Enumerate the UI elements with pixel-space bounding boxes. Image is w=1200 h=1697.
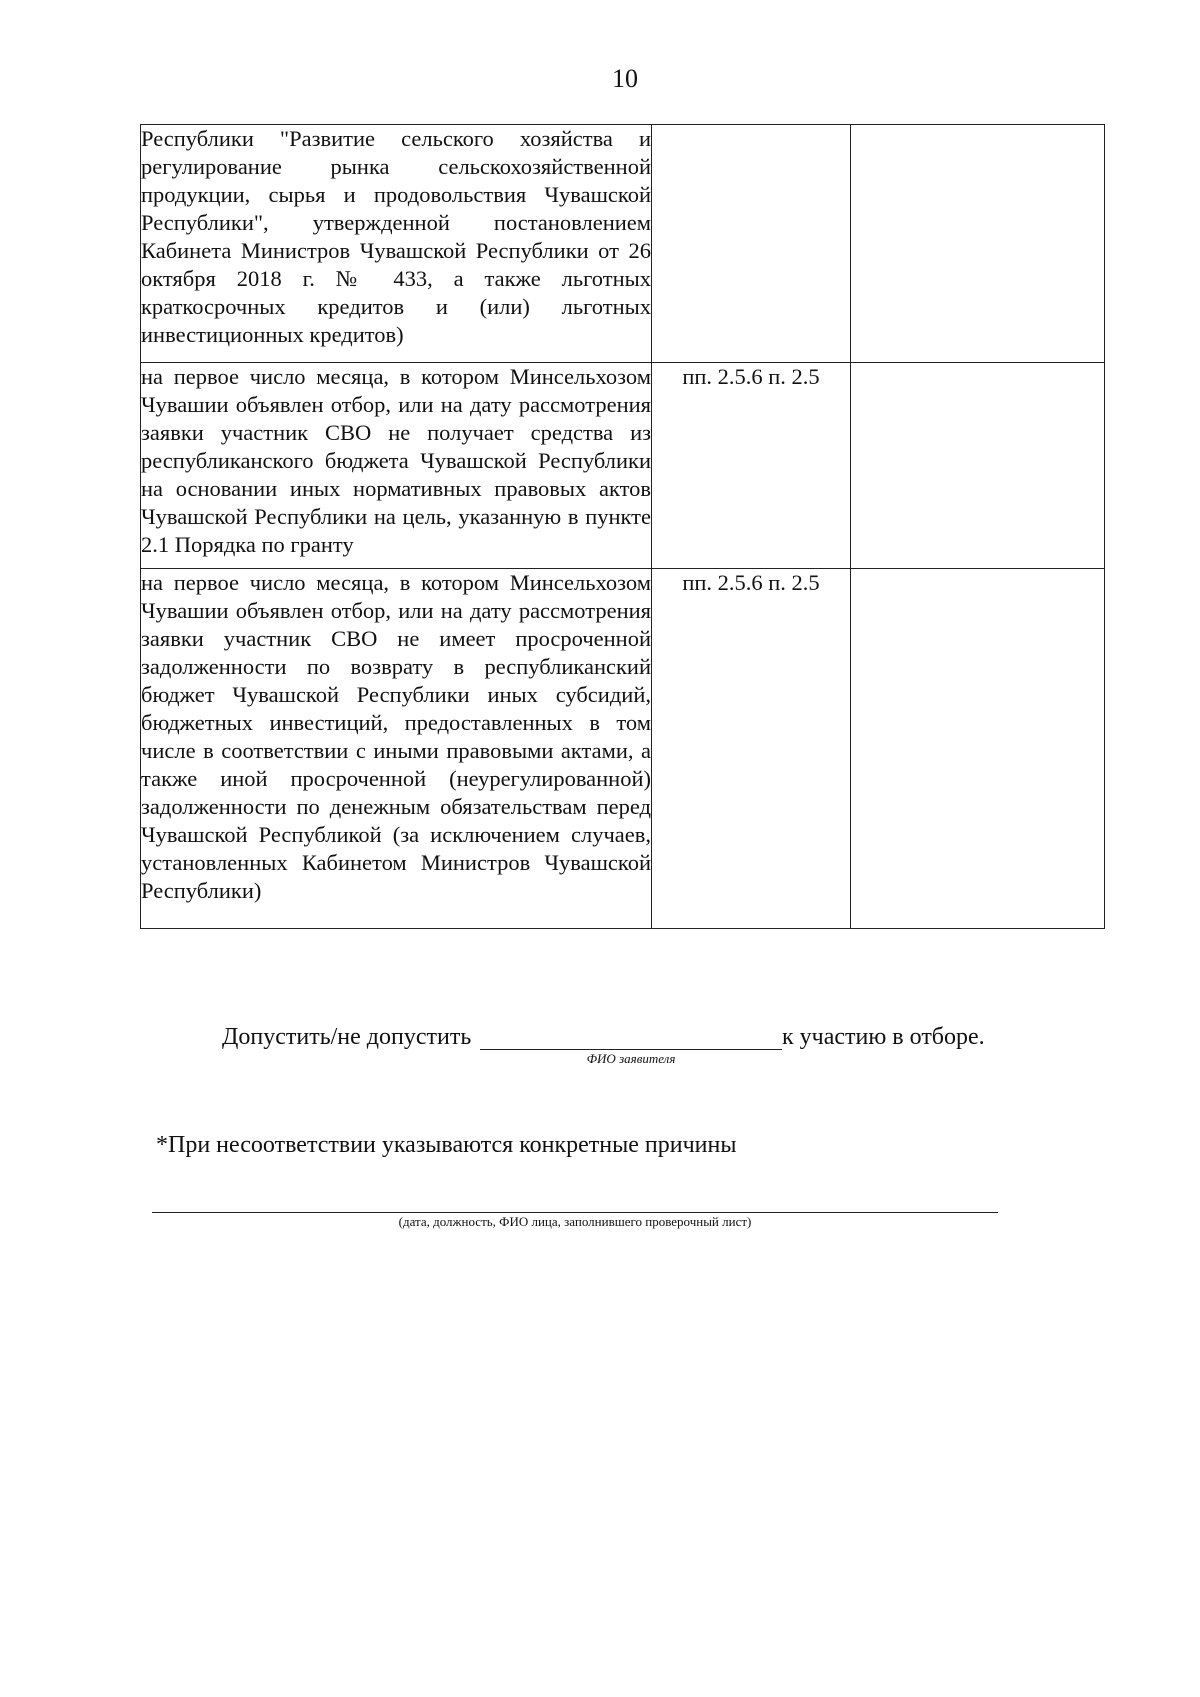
signature-line[interactable] bbox=[152, 1212, 998, 1213]
page-number: 10 bbox=[612, 64, 638, 93]
criterion-cell: на первое число месяца, в котором Минсельхозом Чувашии объявлен отбор, или на дату рассмотрения заявки участник СВО не получает средства из республиканского бюджета Чувашской Республики на основании иных нормативных правовых актов Чувашской Республики на цель, указанную в пункте 2.1 Порядка по гранту bbox=[141, 363, 652, 569]
reference-cell: пп. 2.5.6 п. 2.5 bbox=[652, 363, 851, 569]
reference-cell: пп. 2.5.6 п. 2.5 bbox=[652, 569, 851, 929]
table-row bbox=[141, 569, 1105, 929]
applicant-name-caption: ФИО заявителя bbox=[586, 1051, 676, 1066]
reference-cell bbox=[652, 125, 851, 363]
decision-tail-text: к участию в отборе. bbox=[782, 1024, 985, 1050]
mark-cell bbox=[851, 125, 1105, 363]
decision-lead-text: Допустить/не допустить bbox=[222, 1024, 472, 1050]
criterion-cell: на первое число месяца, в котором Минсельхозом Чувашии объявлен отбор, или на дату рассмотрения заявки участник СВО не имеет просроченной задолженности по возврату в республиканский бюджет Чувашской Республики иных субсидий, бюджетных инвестиций, предоставленных в том числе в соответствии с иными правовыми актами, а также иной просроченной (неурегулированной) задолженности по денежным обязательствам перед Чувашской Республикой (за исключением случаев, установленных Кабинетом Министров Чувашской Республики) bbox=[141, 569, 652, 929]
table-row bbox=[141, 363, 1105, 569]
criterion-cell: Республики "Развитие сельского хозяйства и регулирование рынка сельскохозяйственной продукции, сырья и продовольствия Чувашской Республики", утвержденной постановлением Кабинета Министров Чувашской Республики от 26 октября 2018 г. № 433, а также льготных краткосрочных кредитов и (или) льготных инвестиционных кредитов) bbox=[141, 125, 652, 363]
mark-cell bbox=[851, 569, 1105, 929]
signature-caption: (дата, должность, ФИО лица, заполнившего проверочный лист) bbox=[398, 1214, 752, 1229]
checklist-table bbox=[140, 124, 1105, 929]
mark-cell bbox=[851, 363, 1105, 569]
footnote: *При несоответствии указываются конкретные причины bbox=[156, 1132, 737, 1158]
table-row bbox=[141, 125, 1105, 363]
admission-decision bbox=[222, 1022, 1022, 1066]
applicant-name-blank[interactable] bbox=[480, 1049, 782, 1050]
